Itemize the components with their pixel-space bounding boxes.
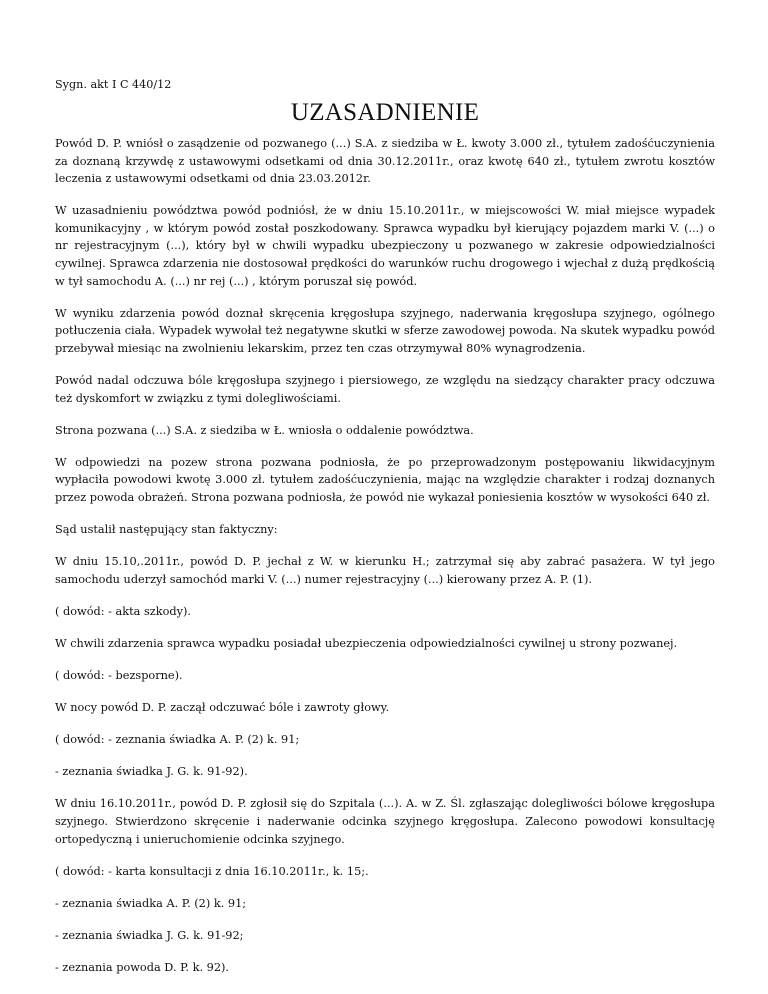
paragraph-defendant-response: W odpowiedzi na pozew strona pozwana podniosła, że po przeprowadzonym postępowaniu likwidacyjnym wypłaciła powodowi kwotę 3.000 zł. tytułem zadośćuczynienia, mając na względzie charakter i rodzaj doznanych przez powoda obrażeń. Strona pozwana podniosła, że powód nie wykazał poniesienia kosztów w wysokości 640 zł. bbox=[55, 455, 715, 504]
paragraph-hospital-visit: W dniu 16.10.2011r., powód D. P. zgłosił się do Szpitala (...). A. w Z. Śl. zgłaszając dolegliwości bólowe kręgosłupa szyjnego. Stwierdzono skręcenie i naderwanie odcinka szyjnego kręgosłupa. Zalecono powodowi konsultację ortopedyczną i unieruchomienie odcinka szyjnego. bbox=[55, 797, 715, 846]
case-signature: Sygn. akt I C 440/12 bbox=[55, 78, 172, 91]
paragraph-evidence-4: - zeznania świadka J. G. k. 91-92). bbox=[55, 765, 248, 779]
paragraph-evidence-1: ( dowód: - akta szkody). bbox=[55, 604, 191, 618]
paragraph-evidence-5: ( dowód: - karta konsultacji z dnia 16.10.2011r., k. 15;. bbox=[55, 864, 369, 878]
paragraph-evidence-3: ( dowód: - zeznania świadka A. P. (2) k. 91; bbox=[55, 733, 300, 747]
paragraph-night-symptoms: W nocy powód D. P. zaczął odczuwać bóle i zawroty głowy. bbox=[55, 701, 390, 715]
paragraph-claim: Powód D. P. wniósł o zasądzenie od pozwanego (...) S.A. z siedziba w Ł. kwoty 3.000 zł., tytułem zadośćuczynienia za doznaną krzywdę z ustawowymi odsetkami od dnia 30.12.2011r., oraz kwotę 640 zł., tytułem zwrotu kosztów leczenia z ustawowymi odsetkami od dnia 23.03.2012r. bbox=[55, 137, 715, 186]
document-page bbox=[55, 78, 715, 991]
paragraph-evidence-8: - zeznania powoda D. P. k. 92). bbox=[55, 961, 230, 974]
paragraph-facts-heading: Sąd ustalił następujący stan faktyczny: bbox=[55, 523, 278, 537]
paragraph-evidence-7: - zeznania świadka J. G. k. 91-92; bbox=[55, 928, 244, 942]
paragraph-evidence-2: ( dowód: - bezsporne). bbox=[55, 669, 183, 683]
paragraph-defendant-motion: Strona pozwana (...) S.A. z siedziba w Ł. wniosła o oddalenie powództwa. bbox=[55, 423, 474, 437]
document-title: UZASADNIENIE bbox=[290, 99, 480, 126]
paragraph-insurance: W chwili zdarzenia sprawca wypadku posiadał ubezpieczenia odpowiedzialności cywilnej u strony pozwanej. bbox=[55, 636, 678, 650]
paragraph-evidence-6: - zeznania świadka A. P. (2) k. 91; bbox=[55, 896, 247, 910]
paragraph-grounds: W uzasadnieniu powództwa powód podniósł, że w dniu 15.10.2011r., w miejscowości W. miał miejsce wypadek komunikacyjny , w którym powód został poszkodowany. Sprawca wypadku był kierujący pojazdem marki V. (...) o nr rejestracyjnym (...), który był w chwili wypadku ubezpieczony u pozwanego w zakresie odpowiedzialności cywilnej. Sprawca zdarzenia nie dostosował prędkości do warunków ruchu drogowego i wjechał z dużą prędkością w tył samochodu A. (...) nr rej (...) , którym poruszał się powód. bbox=[55, 204, 715, 288]
paragraph-accident-facts: W dniu 15.10,.2011r., powód D. P. jechał z W. w kierunku H.; zatrzymał się aby zabrać pasażera. W tył jego samochodu uderzył samochód marki V. (...) numer rejestracyjny (...) kierowany przez A. P. (1). bbox=[55, 555, 715, 586]
paragraph-ongoing-pain: Powód nadal odczuwa bóle kręgosłupa szyjnego i piersiowego, ze względu na siedzący charakter pracy odczuwa też dyskomfort w związku z tymi dolegliwościami. bbox=[55, 374, 715, 405]
paragraph-injuries: W wyniku zdarzenia powód doznał skręcenia kręgosłupa szyjnego, naderwania kręgosłupa szyjnego, ogólnego potłuczenia ciała. Wypadek wywołał też negatywne skutki w sferze zawodowej powoda. Na skutek wypadku powód przebywał miesiąc na zwolnieniu lekarskim, przez ten czas otrzymywał 80% wynagrodzenia. bbox=[55, 306, 715, 355]
